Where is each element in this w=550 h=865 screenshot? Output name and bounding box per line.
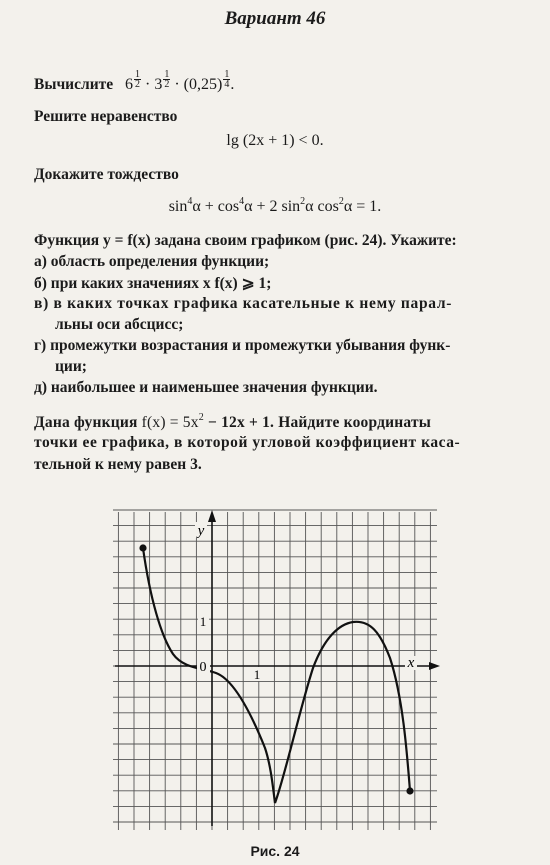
task-3-formula: $\sin^4\alpha + \cos^4\alpha + 2$ $\sin^2\alpha$ $\cos^2\alpha = 1$. bbox=[168, 196, 382, 215]
task-3-label: Докажите тождество bbox=[34, 166, 179, 183]
task-1-base-2: 3 bbox=[154, 76, 163, 93]
task-1-dot-2: · bbox=[174, 76, 180, 93]
curve-end-point bbox=[406, 787, 413, 794]
origin-label: 0 bbox=[199, 660, 207, 675]
y-axis-label: y bbox=[197, 523, 205, 539]
x-axis-label: x bbox=[407, 655, 415, 671]
task-1-base-3: (0,25) bbox=[183, 76, 223, 93]
task-5-line-2: точки ее графика, в которой угловой коэффициент каса- bbox=[34, 434, 461, 451]
function-curve bbox=[143, 548, 410, 803]
task-1-exp-1: 1 2 bbox=[135, 69, 140, 90]
task-1-base-1: 6 bbox=[125, 76, 133, 93]
function-graph bbox=[95, 508, 445, 838]
task-4-item-d-2: ции; bbox=[55, 358, 87, 375]
task-4-item-c-1: в) в каких точках графика касательные к нему парал- bbox=[34, 295, 453, 312]
task-4-line-1: Функция y = f(x) задана своим графиком (рис. 24). Укажите: bbox=[34, 232, 457, 249]
task-2-label: Решите неравенство bbox=[34, 108, 178, 125]
figure-caption: Рис. 24 bbox=[250, 843, 300, 859]
graph-axes bbox=[115, 510, 440, 826]
task-1-exp-2: 1 2 bbox=[164, 69, 170, 90]
y-axis-arrow bbox=[208, 510, 216, 522]
curve-start-point bbox=[139, 544, 146, 551]
graph-grid bbox=[113, 510, 437, 830]
task-5-line-1: Дана функция $f(x) = 5x^2 - 12x + 1$. Найдите координаты bbox=[34, 412, 432, 431]
task-1-dot-1: · bbox=[145, 76, 151, 93]
task-2-formula: lg (2x + 1) < 0. bbox=[226, 132, 324, 149]
task-5-line-3: тельной к нему равен 3. bbox=[34, 456, 202, 473]
y-tick-label: 1 bbox=[199, 614, 207, 629]
task-4-item-e: д) наибольшее и наименьшее значения функции. bbox=[34, 379, 378, 396]
task-4-item-d-1: г) промежутки возрастания и промежутки убывания функ- bbox=[34, 337, 451, 354]
task-4-item-b: б) при каких значениях x f(x) ⩾ 1; bbox=[34, 275, 272, 292]
task-4-item-c-2: льны оси абсцисс; bbox=[55, 316, 184, 333]
x-axis-arrow bbox=[429, 662, 440, 670]
task-1-exp-3: 1 4 bbox=[224, 69, 230, 90]
page-title: Вариант 46 bbox=[224, 8, 326, 29]
task-1-label: Вычислите bbox=[34, 76, 114, 93]
task-1: Вычислите 6 $^{\frac{1}{2}}$ · 3 $^{\frac{1}{2}}$ · (0,25) $^{\frac{1}{4}}$ . bbox=[34, 69, 235, 93]
x-tick-label: 1 bbox=[253, 667, 261, 682]
task-4-item-a: а) область определения функции; bbox=[34, 253, 270, 270]
